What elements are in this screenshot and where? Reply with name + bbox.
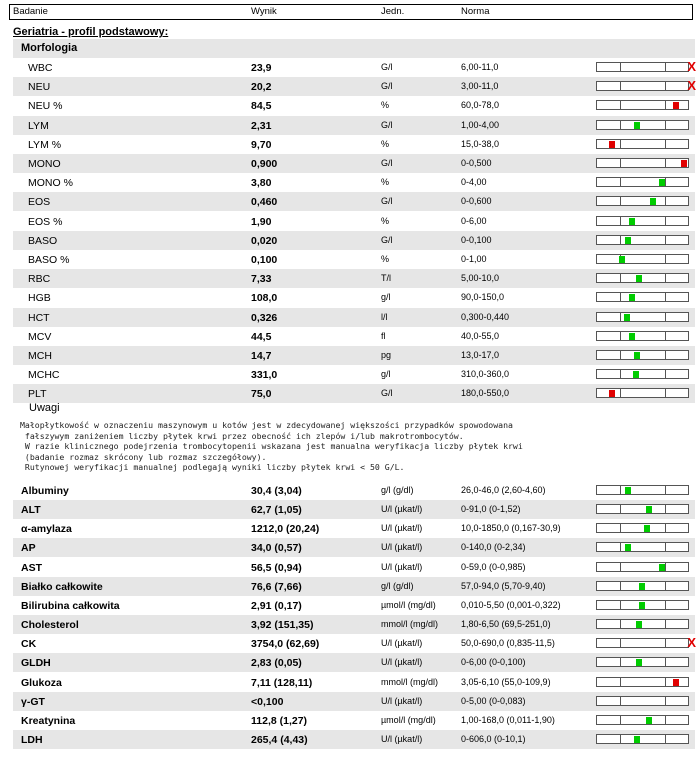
range-bar [596,331,689,341]
range-bar [596,388,689,398]
range-tick [620,235,621,245]
test-name: α-amylaza [21,523,72,536]
range-tick [620,177,621,187]
test-unit: pg [381,350,392,360]
range-bar [596,600,689,610]
table-row [13,653,695,672]
range-tick [620,715,621,725]
test-result: 9,70 [251,138,272,151]
out-of-scale-icon: X [687,59,696,74]
in-range-marker [646,717,652,724]
range-bar [596,369,689,379]
test-name: Glukoza [21,676,62,689]
table-row [13,558,695,577]
test-norm: 60,0-78,0 [461,100,500,111]
test-norm: 15,0-38,0 [461,138,500,149]
table-row [13,231,695,250]
range-tick [665,696,666,706]
table-row [13,346,695,365]
test-name: MCHC [28,369,60,382]
table-row [13,212,695,231]
test-name: γ-GT [21,695,45,708]
test-norm: 0-606,0 (0-10,1) [461,733,526,744]
test-result: 0,460 [251,196,278,209]
test-name: MONO [28,158,61,170]
range-bar [596,59,696,74]
test-result: 331,0 [251,369,278,382]
test-name: Cholesterol [21,619,79,632]
in-range-marker [629,294,635,301]
table-row [13,634,695,653]
table-row [13,615,695,634]
range-tick [620,62,621,72]
out-of-scale-icon: X [687,78,696,94]
range-tick [665,292,666,302]
table-row [13,77,695,96]
table-row [13,577,695,596]
test-name: BASO % [28,254,70,266]
range-tick [665,619,666,629]
range-tick [665,196,666,206]
test-result: 1212,0 (20,24) [251,523,320,536]
range-bar [596,619,689,629]
test-name: EOS % [28,215,63,228]
test-name: WBC [28,62,53,74]
test-result: 20,2 [251,81,272,94]
test-result: 112,8 (1,27) [251,714,308,727]
test-unit: % [381,100,390,111]
range-bar [596,581,689,591]
in-range-marker [634,352,640,359]
test-unit: mmol/l (mg/dl) [381,619,439,630]
in-range-marker [625,487,631,494]
range-tick [665,523,666,533]
test-norm: 50,0-690,0 (0,835-11,5) [461,638,555,649]
header-result: Wynik [251,6,277,17]
range-tick [665,504,666,514]
range-bar [596,312,689,322]
in-range-marker [636,621,642,628]
test-name: NEU [28,81,51,94]
range-bar [596,523,689,533]
test-name: Albuminy [21,485,69,497]
test-name: AST [21,561,42,574]
header-unit: Jedn. [381,6,405,17]
test-result: 75,0 [251,388,272,401]
table-row [13,96,695,115]
test-result: 3,92 (151,35) [251,619,314,632]
range-tick [620,331,621,341]
notes-title: Uwagi [29,402,60,414]
table-row [13,135,695,154]
range-tick [665,581,666,591]
range-bar [596,139,689,149]
range-tick [620,100,621,110]
range-tick [620,638,621,648]
test-result: 30,4 (3,04) [251,485,302,497]
in-range-marker [625,237,631,244]
in-range-marker [636,275,642,282]
in-range-marker [659,564,665,571]
table-row [13,269,695,288]
range-tick [620,196,621,206]
test-result: 0,326 [251,311,278,324]
range-tick [665,485,666,495]
range-tick [665,177,666,187]
test-unit: G/l [381,196,393,207]
table-row [13,308,695,327]
range-tick [620,581,621,591]
test-name: CK [21,638,37,651]
range-tick [665,677,666,687]
range-bar [596,485,689,495]
table-row [13,596,695,615]
range-bar [596,350,689,360]
test-result: 62,7 (1,05) [251,504,302,517]
table-row [13,365,695,384]
range-tick [665,600,666,610]
table-row [13,327,695,346]
test-norm: 0-91,0 (0-1,52) [461,504,521,515]
range-tick [620,292,621,302]
range-tick [665,369,666,379]
test-name: NEU % [28,100,63,113]
range-bar [596,504,689,514]
test-norm: 3,05-6,10 (55,0-109,9) [461,676,551,687]
test-result: 2,91 (0,17) [251,599,302,612]
test-norm: 1,00-168,0 (0,011-1,90) [461,714,555,725]
test-unit: µmol/l (mg/dl) [381,714,436,725]
in-range-marker [629,218,635,225]
range-tick [620,657,621,667]
in-range-marker [646,506,652,513]
test-unit: U/l (µkat/l) [381,561,423,572]
range-tick [620,273,621,283]
range-tick [665,542,666,552]
in-range-marker [619,256,625,263]
test-norm: 180,0-550,0 [461,388,510,399]
range-bar [596,635,696,651]
test-unit: % [381,138,390,149]
range-tick [620,696,621,706]
test-norm: 0,010-5,50 (0,001-0,322) [461,599,561,610]
table-header [9,4,693,20]
range-tick [620,369,621,379]
test-result: 3754,0 (62,69) [251,638,320,651]
table-row [13,58,695,77]
range-tick [620,523,621,533]
range-tick [620,120,621,130]
test-name: AP [21,542,36,555]
range-bar [596,216,689,226]
range-tick [665,81,666,91]
in-range-marker [639,602,645,609]
range-tick [665,120,666,130]
test-result: 0,020 [251,234,278,247]
test-name: PLT [28,388,47,401]
table-row [13,519,695,538]
table-row [13,481,695,500]
test-unit: g/l [381,292,391,303]
table-row [13,384,695,403]
test-norm: 0-6,00 (0-0,100) [461,657,526,668]
range-bar [596,292,689,302]
range-bar [596,734,689,744]
test-norm: 0-5,00 (0-0,083) [461,695,526,706]
test-unit: g/l (g/dl) [381,580,414,591]
range-bar [596,715,689,725]
in-range-marker [633,371,639,378]
range-tick [665,216,666,226]
out-of-range-marker [681,160,687,167]
range-tick [665,388,666,398]
test-name: Kreatynina [21,714,76,727]
test-unit: U/l (µkat/l) [381,523,423,534]
range-tick [665,734,666,744]
header-test: Badanie [13,6,48,17]
group-morfologia: Morfologia [13,39,695,58]
range-bar [596,100,689,110]
range-tick [620,158,621,168]
test-norm: 0-1,00 [461,254,487,264]
range-tick [620,504,621,514]
out-of-range-marker [673,679,679,686]
test-norm: 0-0,500 [461,158,492,168]
test-unit: G/l [381,62,393,72]
test-unit: G/l [381,119,393,130]
range-tick [620,388,621,398]
test-norm: 1,80-6,50 (69,5-251,0) [461,619,551,630]
test-result: 2,31 [251,119,272,132]
test-unit: % [381,177,390,188]
test-unit: % [381,254,390,264]
range-tick [665,312,666,322]
table-row [13,711,695,730]
test-name: EOS [28,196,51,209]
test-norm: 0-4,00 [461,177,487,188]
test-name: HGB [28,292,51,305]
section-title: Geriatria - profil podstawowy: [13,26,169,38]
test-result: 108,0 [251,292,278,305]
range-tick [620,139,621,149]
test-result: 34,0 (0,57) [251,542,302,555]
test-result: 76,6 (7,66) [251,580,302,593]
range-tick [620,312,621,322]
range-tick [665,638,666,648]
test-unit: T/l [381,273,391,284]
range-tick [665,254,666,264]
in-range-marker [634,122,640,129]
in-range-marker [634,736,640,743]
test-unit: G/l [381,234,393,245]
range-bar [596,562,689,572]
test-name: MONO % [28,177,73,190]
test-result: 44,5 [251,330,272,343]
test-result: 0,100 [251,254,278,266]
in-range-marker [639,583,645,590]
range-tick [665,235,666,245]
test-result: 56,5 (0,94) [251,561,302,574]
test-norm: 0-59,0 (0-0,985) [461,561,526,572]
range-bar [596,657,689,667]
test-result: 14,7 [251,350,272,362]
table-row [13,692,695,711]
range-tick [620,600,621,610]
table-row [13,154,695,173]
range-bar [596,235,689,245]
test-result: 23,9 [251,62,272,74]
range-tick [620,216,621,226]
out-of-scale-icon: X [687,635,696,651]
range-tick [665,562,666,572]
test-name: LYM % [28,138,62,151]
test-name: RBC [28,273,51,286]
test-norm: 57,0-94,0 (5,70-9,40) [461,580,546,591]
range-bar [596,177,689,187]
test-result: 7,11 (128,11) [251,676,313,689]
table-row [13,730,695,749]
test-result: 84,5 [251,100,272,113]
test-result: 3,80 [251,177,272,190]
test-name: LDH [21,733,43,746]
test-unit: fl [381,330,386,341]
test-norm: 13,0-17,0 [461,350,500,360]
test-norm: 3,00-11,0 [461,81,499,92]
test-unit: U/l (µkat/l) [381,657,423,668]
header-norm: Norma [461,6,490,17]
range-tick [665,657,666,667]
table-row [13,116,695,135]
table-row [13,538,695,557]
range-tick [665,139,666,149]
range-tick [620,677,621,687]
out-of-range-marker [609,390,615,397]
test-name: MCV [28,330,52,343]
range-bar [596,78,696,94]
range-tick [665,100,666,110]
test-norm: 0-0,600 [461,196,492,207]
test-norm: 5,00-10,0 [461,273,500,284]
range-bar [596,254,689,264]
range-bar [596,273,689,283]
test-result: 265,4 (4,43) [251,733,308,746]
range-bar [596,677,689,687]
test-norm: 26,0-46,0 (2,60-4,60) [461,485,546,495]
out-of-range-marker [609,141,615,148]
table-row [13,250,695,269]
test-unit: G/l [381,81,393,92]
range-tick [620,734,621,744]
table-row [13,192,695,211]
test-norm: 6,00-11,0 [461,62,499,72]
in-range-marker [644,525,650,532]
test-name: ALT [21,504,41,517]
test-result: 1,90 [251,215,272,228]
test-norm: 0-6,00 [461,215,487,226]
test-unit: U/l (µkat/l) [381,733,423,744]
test-unit: % [381,215,390,226]
test-name: HCT [28,311,50,324]
test-norm: 310,0-360,0 [461,369,510,380]
test-unit: g/l (g/dl) [381,485,414,495]
table-row [13,500,695,519]
test-unit: U/l (µkat/l) [381,638,423,649]
test-norm: 90,0-150,0 [461,292,505,303]
in-range-marker [624,314,630,321]
in-range-marker [659,179,665,186]
notes-text: Małopłytkowość w oznaczeniu maszynowym u kotów jest w zdecydowanej większości przypadków spowodowana fałszywym zaniżeniem liczby płytek krwi przez obecność ich zlepów i/lub makrotrombocytów. W razie klinicznego podejrzenia trombocytopenii wskazana jest manualna weryfikacja liczby płytek krwi (badanie rozmaz skrócony lub rozmaz szczegółowy). Rutynowej weryfikacji manualnej podlegają wyniki liczby płytek krwi < 50 G/L. [20,420,523,472]
test-norm: 10,0-1850,0 (0,167-30,9) [461,523,561,534]
range-tick [665,158,666,168]
range-bar [596,542,689,552]
test-norm: 0-140,0 (0-2,34) [461,542,526,553]
test-result: 0,900 [251,158,278,170]
table-row [13,673,695,692]
test-name: Bilirubina całkowita [21,599,120,612]
test-name: MCH [28,350,52,362]
test-unit: U/l (µkat/l) [381,542,423,553]
test-unit: mmol/l (mg/dl) [381,676,439,687]
test-result: <0,100 [251,695,284,708]
test-norm: 0,300-0,440 [461,311,510,322]
range-tick [620,619,621,629]
in-range-marker [636,659,642,666]
range-bar [596,120,689,130]
test-result: 7,33 [251,273,272,286]
range-tick [620,350,621,360]
range-tick [620,81,621,91]
test-unit: U/l (µkat/l) [381,695,423,706]
out-of-range-marker [673,102,679,109]
range-bar [596,696,689,706]
test-norm: 0-0,100 [461,234,492,245]
range-tick [620,562,621,572]
range-tick [620,485,621,495]
range-tick [620,542,621,552]
range-tick [665,350,666,360]
in-range-marker [629,333,635,340]
test-unit: g/l [381,369,391,380]
table-row [13,288,695,307]
test-unit: U/l (µkat/l) [381,504,423,515]
test-norm: 1,00-4,00 [461,119,500,130]
table-row [13,173,695,192]
in-range-marker [650,198,656,205]
range-tick [665,331,666,341]
test-unit: G/l [381,158,393,168]
in-range-marker [625,544,631,551]
test-name: GLDH [21,657,51,670]
range-bar [596,196,689,206]
range-tick [665,715,666,725]
test-unit: G/l [381,388,393,399]
test-result: 2,83 (0,05) [251,657,302,670]
test-unit: l/l [381,311,388,322]
test-norm: 40,0-55,0 [461,330,500,341]
range-tick [665,273,666,283]
test-name: BASO [28,234,58,247]
test-name: LYM [28,119,49,132]
range-tick [665,62,666,72]
test-name: Białko całkowite [21,580,103,593]
range-bar [596,158,689,168]
test-unit: µmol/l (mg/dl) [381,599,436,610]
